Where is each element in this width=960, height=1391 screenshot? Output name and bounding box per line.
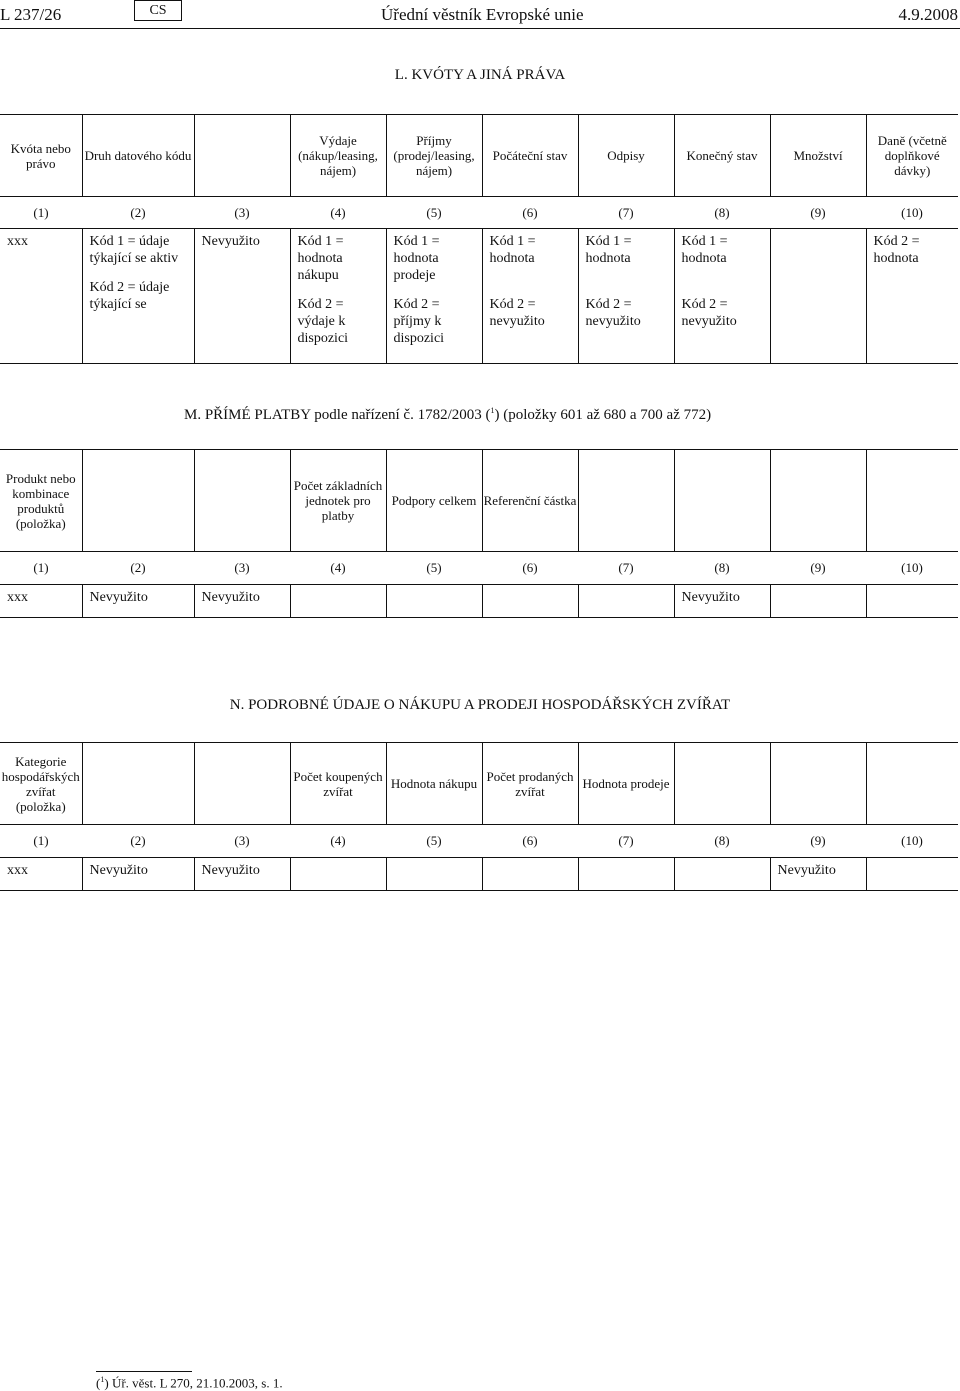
- table-row: [0, 585, 958, 618]
- column-number: (3): [194, 197, 290, 229]
- table-cell: Kód 1 = hodnota: [585, 234, 632, 266]
- column-number: (4): [290, 197, 386, 229]
- table-cell: Kód 1 = hodnota nákupu: [297, 234, 344, 283]
- column-number: (6): [482, 197, 578, 229]
- table-row: [0, 858, 958, 891]
- column-number-row: [0, 197, 958, 229]
- language-code-box: CS: [134, 0, 182, 21]
- column-number: (6): [482, 825, 578, 858]
- table-cell: xxx: [7, 863, 28, 878]
- column-header: [866, 450, 958, 552]
- column-header: [82, 450, 194, 552]
- column-number: (1): [0, 552, 82, 585]
- column-number-row: [0, 552, 958, 585]
- column-number: (2): [82, 825, 194, 858]
- column-header: [866, 743, 958, 825]
- column-header: Hodnota prodeje: [578, 743, 674, 825]
- column-header: [82, 743, 194, 825]
- section-n-table: [0, 742, 958, 891]
- column-number: (2): [82, 552, 194, 585]
- page-reference: L 237/26: [0, 5, 62, 24]
- column-header: [194, 743, 290, 825]
- column-header: Počet prodaných zvířat: [482, 743, 578, 825]
- column-header: Produkt nebo kombinace produktů (položka): [0, 450, 82, 552]
- table-cell: Kód 2 = údaje týkající se: [89, 280, 170, 312]
- section-l-table: [0, 114, 958, 364]
- table-cell: Kód 2 = příjmy k dispozici: [393, 297, 445, 346]
- column-number: (10): [866, 825, 958, 858]
- column-header: [770, 450, 866, 552]
- table-cell: Nevyužito: [201, 590, 260, 605]
- column-header: Hodnota nákupu: [386, 743, 482, 825]
- column-header: [674, 743, 770, 825]
- column-header: Konečný stav: [674, 115, 770, 197]
- section-n-header-row: [0, 743, 958, 825]
- column-number: (1): [0, 825, 82, 858]
- column-number: (5): [386, 552, 482, 585]
- column-header: Kvóta nebo právo: [0, 115, 82, 197]
- footnote-reference: 1: [490, 406, 495, 415]
- column-number: (3): [194, 825, 290, 858]
- page-header: [0, 0, 960, 28]
- section-m-table: [0, 449, 958, 618]
- table-cell: Kód 1 = hodnota prodeje: [393, 234, 440, 283]
- column-number: (7): [578, 552, 674, 585]
- table-row: [0, 229, 958, 364]
- section-m-title-text: ) (položky 601 až 680 a 700 až 772): [494, 407, 712, 423]
- table-cell: xxx: [7, 590, 28, 605]
- footnote: ($^1$) Úř. věst. L 270, 21.10.2003, s. 1.: [96, 1375, 283, 1391]
- table-cell: xxx: [7, 234, 28, 249]
- column-header: Odpisy: [578, 115, 674, 197]
- column-number: (7): [578, 197, 674, 229]
- column-header: Kategorie hospodářských zvířat (položka): [0, 743, 82, 825]
- column-number: (3): [194, 552, 290, 585]
- table-cell: Kód 1 = hodnota: [681, 234, 728, 266]
- column-header: Daně (včetně doplňkové dávky): [866, 115, 958, 197]
- journal-title: Úřední věstník Evropské unie: [381, 5, 584, 24]
- column-header: Výdaje (nákup/leasing, nájem): [290, 115, 386, 197]
- column-number-row: [0, 825, 958, 858]
- column-header: Počet základních jednotek pro platby: [290, 450, 386, 552]
- publication-date: 4.9.2008: [898, 5, 958, 24]
- column-header: Množství: [770, 115, 866, 197]
- column-number: (9): [770, 197, 866, 229]
- column-header: [194, 115, 290, 197]
- section-l-header-row: [0, 115, 958, 197]
- column-header: Příjmy (prodej/leasing, nájem): [386, 115, 482, 197]
- table-cell: Nevyužito: [201, 234, 260, 249]
- table-cell: Nevyužito: [201, 863, 260, 878]
- column-number: (10): [866, 197, 958, 229]
- column-number: (1): [0, 197, 82, 229]
- section-m-title-text: M. PŘÍMÉ PLATBY podle nařízení č. 1782/2003 (: [184, 407, 491, 423]
- section-m-title: [184, 406, 711, 424]
- column-header: Počet koupených zvířat: [290, 743, 386, 825]
- section-n-title: N. PODROBNÉ ÚDAJE O NÁKUPU A PRODEJI HOSPODÁŘSKÝCH ZVÍŘAT: [229, 697, 731, 713]
- table-cell: Kód 1 = údaje týkající se aktiv: [89, 234, 179, 266]
- column-number: (9): [770, 552, 866, 585]
- table-cell: Kód 2 = nevyužito: [681, 297, 737, 329]
- column-number: (9): [770, 825, 866, 858]
- column-number: (6): [482, 552, 578, 585]
- table-cell: Nevyužito: [89, 863, 148, 878]
- header-rule: [0, 28, 960, 29]
- table-cell: Kód 2 = výdaje k dispozici: [297, 297, 349, 346]
- column-header: Podpory celkem: [386, 450, 482, 552]
- column-number: (8): [674, 825, 770, 858]
- column-number: (5): [386, 197, 482, 229]
- column-number: (4): [290, 552, 386, 585]
- table-cell: Nevyužito: [777, 863, 836, 878]
- footnote-text: Úř. věst. L 270, 21.10.2003, s. 1.: [111, 1375, 283, 1391]
- table-cell: Kód 2 = nevyužito: [585, 297, 641, 329]
- column-number: (10): [866, 552, 958, 585]
- column-number: (8): [674, 197, 770, 229]
- column-number: (5): [386, 825, 482, 858]
- column-header: [578, 450, 674, 552]
- column-header: [770, 743, 866, 825]
- table-cell: Nevyužito: [681, 590, 740, 605]
- column-header: [194, 450, 290, 552]
- table-cell: Kód 2 = nevyužito: [489, 297, 545, 329]
- column-header: Počáteční stav: [482, 115, 578, 197]
- table-cell: Kód 2 = hodnota: [873, 234, 920, 266]
- column-number: (8): [674, 552, 770, 585]
- footnote-rule: [96, 1371, 192, 1372]
- footnote-mark: 1: [100, 1375, 105, 1384]
- table-cell: Kód 1 = hodnota: [489, 234, 536, 266]
- column-header: Referenční částka: [482, 450, 578, 552]
- column-header: Druh datového kódu: [82, 115, 194, 197]
- section-m-header-row: [0, 450, 958, 552]
- column-number: (7): [578, 825, 674, 858]
- column-header: [674, 450, 770, 552]
- column-number: (2): [82, 197, 194, 229]
- section-l-title: L. KVÓTY A JINÁ PRÁVA: [394, 67, 566, 83]
- table-cell: Nevyužito: [89, 590, 148, 605]
- column-number: (4): [290, 825, 386, 858]
